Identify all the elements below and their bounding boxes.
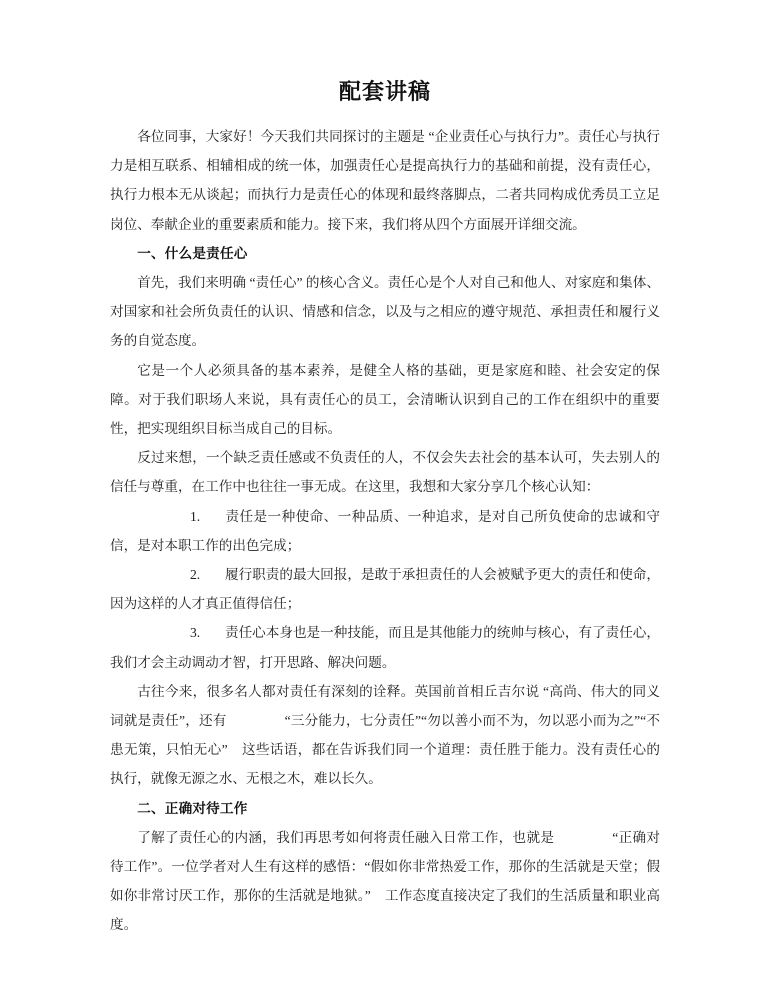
list-item bbox=[110, 560, 660, 618]
list-item-number: 2. bbox=[190, 567, 201, 583]
quotes-paragraph bbox=[110, 677, 660, 794]
definition-paragraph: 首先，我们来明确 “责任心” 的核心含义。责任心是个人对自己和他人、对家庭和集体、对国家和社会所负责任的认识、情感和信念，以及与之相应的遵守规范、承担责任和履行义务的自觉态度。 bbox=[110, 275, 660, 349]
core-cognition-list bbox=[110, 502, 660, 677]
attitude-paragraph bbox=[110, 823, 660, 940]
list-item-text: 责任是一种使命、一种品质、一种追求，是对自己所负使命的忠诚和守信，是对本职工作的出色完成； bbox=[110, 508, 660, 553]
quotes-segment-sayings: “三分能力，七分责任”“勿以善小而不为，勿以恶小而为之”“不患无策，只怕无心” bbox=[110, 713, 660, 758]
section-heading-two: 二、正确对待工作 bbox=[137, 800, 248, 816]
list-item-text: 责任心本身也是一种技能，而且是其他能力的统帅与核心，有了责任心，我们才会主动调动才智，打开思路、解决问题。 bbox=[110, 625, 660, 670]
attitude-segment-lead: 了解了责任心的内涵，我们再思考如何将责任融入日常工作，也就是 bbox=[137, 829, 555, 845]
intro-paragraph: 各位同事，大家好！今天我们共同探讨的主题是 “企业责任心与执行力”。责任心与执行力是相互联系、相辅相成的统一体，加强责任心是提高执行力的基础和前提，没有责任心，执行力根本无从谈起；而执行力是责任心的体现和最终落脚点，二者共同构成优秀员工立足岗位、奉献企业的重要素质和能力。接下来，我们将从四个方面展开详细交流。 bbox=[110, 129, 660, 232]
page-title: 配套讲稿 bbox=[338, 79, 431, 104]
attitude-segment-quote: “正确对待工作”。一位学者对人生有这样的感悟：“假如你非常热爱工作，那你的生活就是天堂；假如你非常讨厌工作，那你的生活就是地狱。” bbox=[110, 829, 660, 904]
document-body bbox=[110, 0, 660, 940]
attitude-segment-tail: 工作态度直接决定了我们的生活质量和职业高度。 bbox=[110, 888, 660, 933]
list-item bbox=[110, 618, 660, 676]
quotes-segment-lead: 古往今来，很多名人都对责任有深刻的诠释。英国前首相丘吉尔说 “高尚、伟大的同义词就是责任”，还有 bbox=[110, 683, 660, 729]
reverse-thinking-paragraph: 反过来想，一个缺乏责任感或不负责任的人，不仅会失去社会的基本认可，失去别人的信任与尊重，在工作中也往往一事无成。在这里，我想和大家分享几个核心认知： bbox=[110, 450, 660, 495]
list-item-number: 3. bbox=[190, 625, 201, 641]
list-item-number: 1. bbox=[190, 508, 201, 524]
list-item-text: 履行职责的最大回报，是敢于承担责任的人会被赋予更大的责任和使命，因为这样的人才真正值得信任； bbox=[110, 567, 660, 612]
quality-paragraph: 它是一个人必须具备的基本素养，是健全人格的基础，更是家庭和睦、社会安定的保障。对于我们职场人来说，具有责任心的员工，会清晰认识到自己的工作在组织中的重要性，把实现组织目标当成自己的目标。 bbox=[110, 362, 660, 437]
list-item bbox=[110, 502, 660, 560]
quotes-segment-tail: 这些话语，都在告诉我们同一个道理：责任胜于能力。没有责任心的执行，就像无源之水、无根之木，难以长久。 bbox=[110, 742, 660, 787]
title-spacer bbox=[110, 108, 660, 122]
section-heading-one: 一、什么是责任心 bbox=[137, 245, 248, 261]
